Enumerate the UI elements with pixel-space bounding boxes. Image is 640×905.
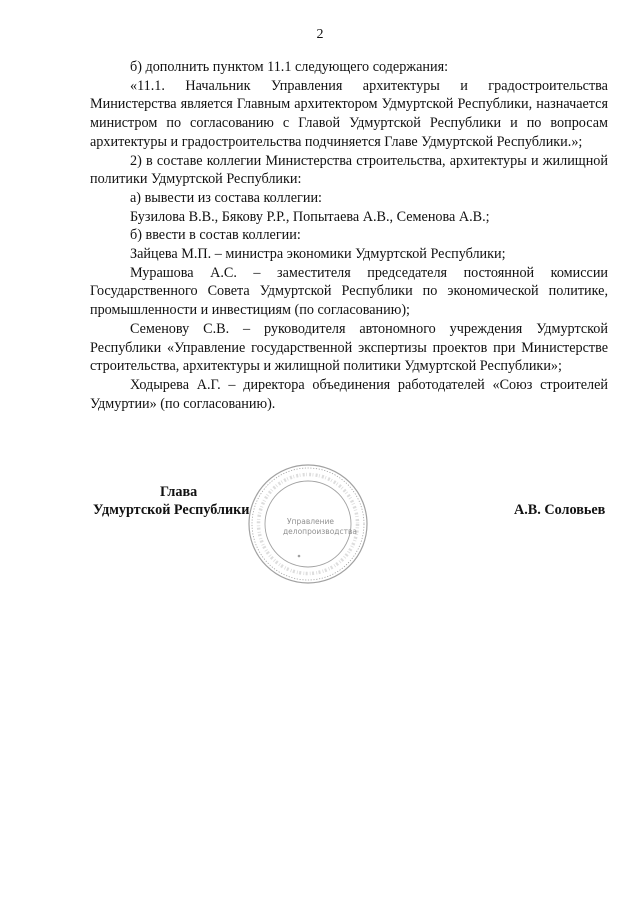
paragraph-member-semenova: Семенову С.В. – руководителя автономного учреждения Удмуртской Республики «Управление государственной экспертизы проектов при Министерстве строительства, архитектуры и жилищной политики Удмуртской Республики»;	[90, 320, 608, 375]
official-stamp	[247, 463, 369, 585]
page-number: 2	[316, 27, 324, 42]
signature-title-line1: Глава	[160, 484, 198, 500]
stamp-dot	[298, 555, 301, 558]
signature-name: А.В. Соловьев	[514, 502, 606, 518]
paragraph-member-murashov: Мурашова А.С. – заместителя председателя постоянной комиссии Государственного Совета Удмуртской Республики по экономической политике, промышленности и инвестициям (по согласованию);	[90, 264, 608, 319]
stamp-text-line2: делопроизводства	[283, 527, 358, 536]
paragraph-member-khodyrev: Ходырева А.Г. – директора объединения работодателей «Союз строителей Удмуртии» (по согласованию).	[90, 376, 608, 412]
paragraph-removed-members: Бузилова В.В., Бякову Р.Р., Попытаева А.В., Семенова А.В.;	[130, 208, 490, 225]
paragraph-remove-heading: а) вывести из состава коллегии:	[130, 189, 322, 206]
signature-title-line2: Удмуртской Республики	[93, 502, 250, 518]
paragraph-add-heading: б) ввести в состав коллегии:	[130, 227, 301, 244]
paragraph-member-zaitsev: Зайцева М.П. – министра экономики Удмуртской Республики;	[130, 246, 506, 263]
document-body	[90, 58, 608, 413]
paragraph-item-2-collegium: 2) в составе коллегии Министерства строительства, архитектуры и жилищной политики Удмуртской Республики:	[90, 152, 608, 188]
paragraph-item-b-add-11-1: б) дополнить пунктом 11.1 следующего содержания:	[130, 59, 449, 75]
paragraph-11-1-text: «11.1. Начальник Управления архитектуры и градостроительства Министерства является Главным архитектором Удмуртской Республики, назначается министром по согласованию с Главой Удмуртской Республики и по вопросам архитектуры и градостроительства подчиняется Главе Удмуртской Республики.»;	[90, 77, 608, 150]
stamp-text-line1: Управление	[287, 517, 335, 526]
